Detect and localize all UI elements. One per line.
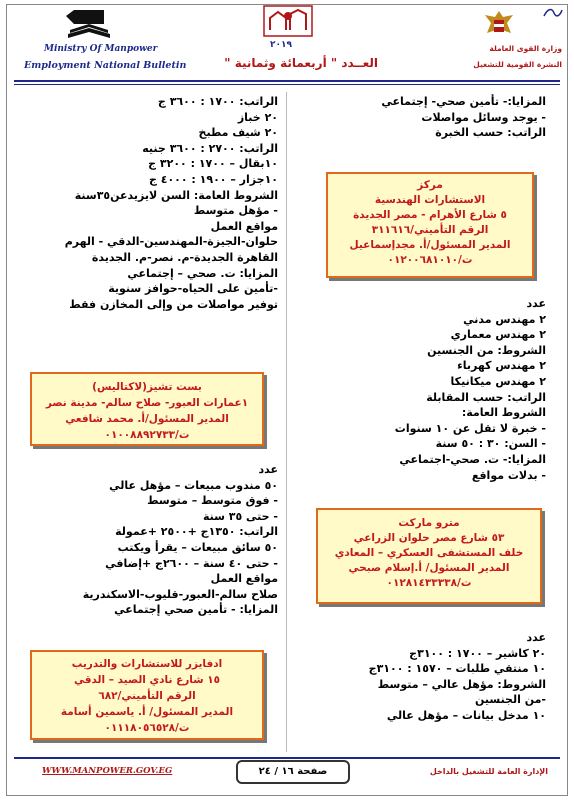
manager-name: المدير المسئول/ أ.إسلام صبحي	[348, 562, 510, 574]
text-line: ٢٠ شيف مطبخ	[198, 126, 278, 140]
company-address: ٥٣ شارع مصر حلوان الزراعي	[353, 532, 505, 544]
text-line: المزايا: - تأمين صحي إجتماعي	[114, 603, 278, 617]
text-line: مواقع العمل	[210, 572, 278, 586]
company-address: ٥ شارع الأهرام - مصر الجديدة	[353, 209, 507, 221]
company-phone: ت/٠١١١٨٠٥٦٥٢٨	[104, 722, 190, 734]
company-box-engineering	[326, 172, 534, 278]
text-line: - يوجد وسائل مواصلات	[421, 110, 546, 124]
company-name: الاستشارات الهندسية	[374, 194, 486, 206]
text-line: ٢ مهندس مدني	[463, 312, 546, 326]
issue-year: ٢٠١٩	[270, 40, 292, 50]
company-address: ١عمارات العبور- صلاح سالم- مدينة نصر	[45, 397, 249, 409]
manager-name: المدير المسئول/أ. محمد شافعي	[65, 413, 229, 425]
text-line: - مؤهل متوسط	[193, 204, 278, 218]
company-box-tashyeed	[30, 372, 264, 446]
manager-name: المدير المسئول/أ. مجدإسماعيل	[349, 239, 511, 251]
page-number: صفحة ١٦ / ٢٤	[236, 760, 350, 784]
text-line: المزايا: ت. صحي – إجتماعي	[127, 266, 278, 280]
left-top-block	[20, 94, 278, 312]
text-line: المزايا:- ت. صحي-اجتماعي	[399, 452, 546, 466]
company-name: بست تشيز(لاكتاليس)	[92, 381, 202, 393]
website-link[interactable]: WWW.MANPOWER.GOV.EG	[42, 766, 173, 776]
text-line: -من الجنسين	[474, 693, 546, 707]
egypt-eagle-icon	[482, 8, 516, 42]
text-line: ١٠بقال – ١٧٠٠ : ٣٢٠٠ ج	[148, 157, 278, 171]
text-line: - حتى ٣٥ سنة	[202, 509, 278, 523]
right-top-block	[300, 94, 546, 141]
ministry-logo	[62, 8, 116, 40]
text-line: عدد	[258, 463, 278, 476]
bulletin-emblem	[262, 4, 314, 38]
text-line: مواقع العمل	[210, 219, 278, 233]
text-line: عدد	[526, 297, 546, 310]
company-address: خلف المستشفى العسكري – المعادي	[334, 547, 524, 559]
company-name: ادفايزر للاستشارات والتدريب	[71, 658, 223, 670]
company-phone: ت/٠١٢٨١٤٣٣٣٣٨	[386, 577, 472, 589]
text-line: الراتب: ١٧٠٠ : ٣٦٠٠ ج	[157, 95, 278, 108]
company-name: مركز	[417, 179, 443, 191]
text-line: -تأمين على الحياه-حوافز سنوية	[108, 282, 278, 296]
text-line: ١٠جزار – ١٩٠٠ : ٤٠٠٠ ج	[148, 172, 278, 186]
text-line: صلاح سالم-العبور-قليوب-الاسكندرية	[82, 587, 278, 601]
left-mid-block	[20, 462, 278, 618]
insurance-number: الرقم التأميني/٣١١٦١٦	[371, 224, 489, 236]
right-bottom-block	[300, 630, 546, 724]
ministry-ar: وزارة القوى العاملة	[489, 44, 562, 53]
text-line: ٢ مهندس كهرباء	[457, 359, 546, 373]
manager-name: المدير المسئول/ أ. ياسمين أسامة	[60, 706, 234, 718]
text-line: الشروط العامة:	[461, 406, 546, 420]
text-line: المزايا:- تأمين صحي- إجتماعي	[381, 95, 546, 108]
company-box-metro	[316, 508, 542, 604]
text-line: توفير مواصلات من وإلى المخازن فقط	[69, 297, 278, 311]
text-line: - حتى ٤٠ سنة – ٢٦٠٠ج +إضافي	[105, 556, 278, 570]
footer-rule	[14, 757, 560, 759]
text-line: ٢ مهندس معماري	[450, 328, 546, 342]
corner-ornament	[542, 6, 564, 20]
company-name: مترو ماركت	[398, 517, 460, 529]
text-line: الراتب: حسب الخبرة	[435, 126, 546, 140]
text-line: عدد	[526, 631, 546, 644]
ministry-en: Ministry Of Manpower	[44, 44, 158, 54]
text-line: ٥٠ مندوب مبيعات – مؤهل عالي	[109, 478, 278, 492]
text-line: - فوق متوسط – متوسط	[147, 494, 278, 508]
company-phone: ت/٠١٠٠٨٨٩٢٧٣٣	[104, 429, 190, 441]
header-rule	[14, 80, 560, 82]
text-line: ١٠ منتقي طلبات – ١٥٧٠ : ٣١٠٠ج	[368, 662, 546, 676]
bulletin-en: Employment National Bulletin	[24, 60, 187, 71]
text-line: القاهرة الجديدة-م. نصر-م. الجديدة	[91, 250, 278, 264]
text-line: الشروط العامة: السن لايزيدعن٣٥سنة	[74, 188, 278, 202]
header-rule-thin	[14, 84, 560, 85]
text-line: الشروط: من الجنسين	[427, 343, 546, 357]
company-phone: ت/٠١٢٠٠٦٨١٠١٠	[387, 254, 473, 266]
company-address: ١٥ شارع نادي الصيد – الدقي	[73, 674, 221, 686]
text-line: - بدلات مواقع	[471, 468, 546, 482]
bulletin-ar: النشرة القومية للتشغيل	[473, 60, 562, 69]
text-line: الشروط: مؤهل عالي – متوسط	[377, 677, 546, 691]
text-line: - خبرة لا تقل عن ١٠ سنوات	[394, 421, 546, 435]
footer-dept: الإدارة العامة للتشغيل بالداخل	[429, 767, 548, 776]
text-line: الراتب: حسب المقابلة	[426, 390, 546, 404]
text-line: - السن: ٣٠ : ٥٠ سنة	[435, 437, 546, 451]
company-box-advisors	[30, 650, 264, 740]
text-line: ٢ مهندس ميكانيكا	[450, 374, 546, 388]
issue-title: العــدد " أربعمائة وثمانية "	[224, 56, 378, 70]
text-line: الراتب: ١٣٥٠ج +٢٥٠٠ +عمولة	[115, 525, 278, 539]
text-line: ١٠ مدخل بيانات – مؤهل عالي	[386, 708, 546, 722]
right-mid-block	[300, 296, 546, 483]
insurance-number: الرقم التأميني/٦٨٢	[98, 690, 196, 702]
text-line: ٢٠ كاشير – ١٧٠٠ : ٣١٠٠ج	[409, 646, 546, 660]
text-line: حلوان-الجيزة-المهندسين-الدقي - الهرم	[64, 235, 278, 249]
text-line: ٥٠ سائق مبيعات – يقرأ ويكتب	[117, 540, 278, 554]
text-line: ٢٠ خباز	[237, 110, 278, 124]
column-divider	[286, 92, 287, 752]
text-line: الراتب: ٢٧٠٠ : ٣٦٠٠ جنيه	[142, 141, 278, 155]
